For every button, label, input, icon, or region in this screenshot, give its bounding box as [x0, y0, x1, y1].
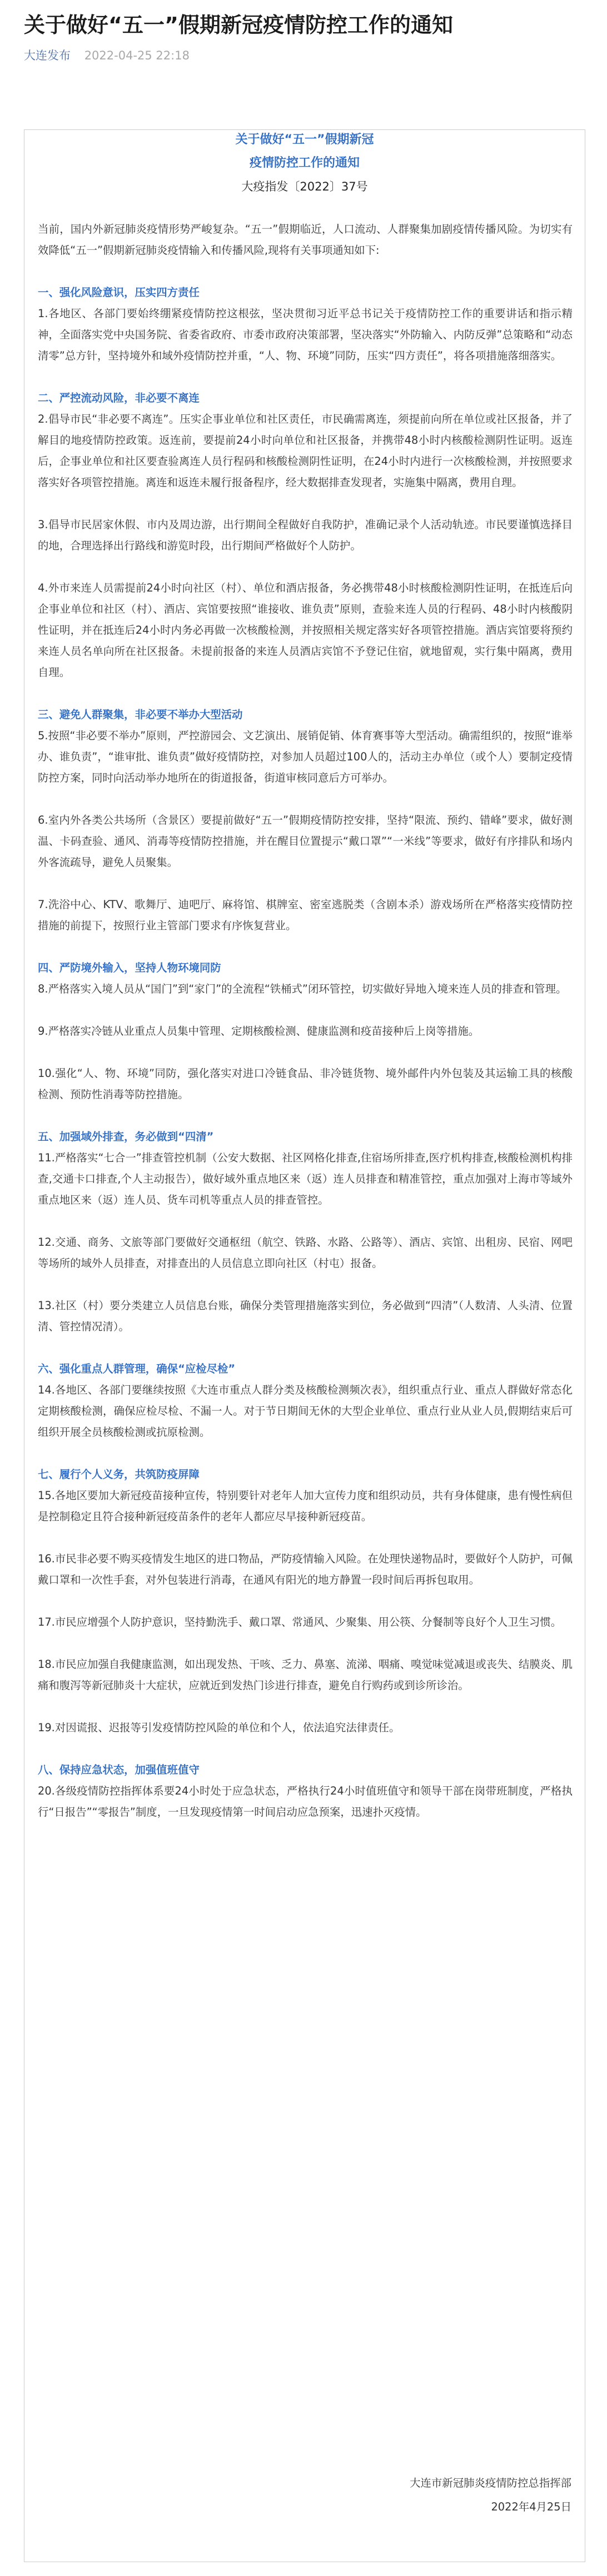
section-1 [38, 282, 573, 367]
paragraph: 8.严格落实入境人员从“国门”到“家门”的全流程“铁桶式”闭环管控，切实做好异地入境来连人员的排查和管理。 [38, 983, 567, 995]
paragraph: 4.外市来连人员需提前24小时向社区（村）、单位和酒店报备，务必携带48小时核酸检测阴性证明，在抵连后向企事业单位和社区（村）、酒店、宾馆要按照“谁接收、谁负责”原则，查验来连人员的行程码、48小时内核酸阴性证明，并在抵连后24小时内务必再做一次核酸检测，并按照相关规定落实好各项管控措施。酒店宾馆要将预约来连人员名单向所在社区报备。未提前报备的来连人员酒店宾馆不予登记住宿，就地留观，实行集中隔离，费用自理。 [38, 582, 573, 679]
section-8 [38, 1760, 573, 1823]
section-3 [38, 704, 573, 936]
notice-title-line2: 疫情防控工作的通知 [249, 156, 360, 170]
notice-container [24, 129, 585, 2562]
section-6 [38, 1359, 573, 1443]
section-2 [38, 388, 573, 683]
paragraph: 17.市民应增强个人防护意识，坚持勤洗手、戴口罩、常通风、少聚集、用公筷、分餐制等良好个人卫生习惯。 [38, 1616, 562, 1628]
intro-paragraph: 当前，国内外新冠肺炎疫情形势严峻复杂。“五一”假期临近，人口流动、人群聚集加剧疫情传播风险。为切实有效降低“五一”假期新冠肺炎疫情输入和传播风险,现将有关事项通知如下: [38, 223, 573, 257]
issue-date: 2022年4月25日 [491, 2500, 571, 2513]
paragraph: 2.倡导市民“非必要不离连”。压实企事业单位和社区责任，市民确需离连，须提前向所在单位或社区报备，并了解目的地疫情防控政策。返连前，要提前24小时向单位和社区报备，并携带48小时内核酸检测阴性证明。返连后，企事业单位和社区要查验离连人员行程码和核酸检测阴性证明，在24小时内进行一次核酸检测，并按照要求落实好各项管控措施。离连和返连未履行报备程序，经大数据排查发现者，实施集中隔离，费用自理。 [38, 413, 573, 489]
section-4 [38, 958, 573, 1105]
paragraph: 3.倡导市民居家休假、市内及周边游，出行期间全程做好自我防护，准确记录个人活动轨迹。市民要谨慎选择目的地，合理选择出行路线和游览时段，出行期间严格做好个人防护。 [38, 518, 573, 552]
paragraph: 10.强化“人、物、环境”同防，强化落实对进口冷链食品、非冷链货物、境外邮件内外包装及其运输工具的核酸检测、预防性消毒等防控措施。 [38, 1067, 573, 1101]
notice-title-line1: 关于做好“五一”假期新冠 [235, 133, 374, 147]
section-heading: 六、强化重点人群管理，确保“应检尽检” [38, 1362, 236, 1375]
article-meta [24, 47, 190, 64]
article-title: 关于做好“五一”假期新冠疫情防控工作的通知 [24, 13, 453, 37]
paragraph: 18.市民应加强自我健康监测，如出现发热、干咳、乏力、鼻塞、流涕、咽痛、嗅觉味觉减退或丧失、结膜炎、肌痛和腹泻等新冠肺炎十大症状，应就近到发热门诊进行排查，避免自行购药或到诊所诊治。 [38, 1658, 573, 1692]
paragraph: 9.严格落实冷链从业重点人员集中管理、定期核酸检测、健康监测和疫苗接种后上岗等措施。 [38, 1025, 480, 1038]
paragraph: 5.按照“非必要不举办”原则，严控游园会、文艺演出、展销促销、体育赛事等大型活动。确需组织的，按照“谁举办、谁负责”，“谁审批、谁负责”做好疫情防控，对参加人员超过100人的，活动主办单位（或个人）要制定疫情防控方案，同时向活动举办地所在的街道报备，街道审核同意后方可举办。 [38, 729, 573, 784]
paragraph: 12.交通、商务、文旅等部门要做好交通枢纽（航空、铁路、水路、公路等）、酒店、宾馆、出租房、民宿、网吧等场所的域外人员排查，对排查出的人员信息立即向社区（村屯）报备。 [38, 1236, 573, 1270]
paragraph: 6.室内外各类公共场所（含景区）要提前做好“五一”假期疫情防控安排，坚持“限流、预约、错峰”要求，做好测温、卡码查验、通风、消毒等疫情防控措施，并在醒目位置提示“戴口罩”“一米线”等要求，做好有序排队和场内外客流疏导，避免人员聚集。 [38, 814, 573, 869]
section-heading: 八、保持应急状态，加强值班值守 [38, 1763, 200, 1776]
paragraph: 20.各级疫情防控指挥体系要24小时处于应急状态，严格执行24小时值班值守和领导干部在岗带班制度，严格执行“日报告”“零报告”制度，一旦发现疫情第一时间启动应急预案，迅速扑灭疫情。 [38, 1785, 573, 1818]
paragraph: 1.各地区、各部门要始终绷紧疫情防控这根弦，坚决贯彻习近平总书记关于疫情防控工作的重要讲话和指示精神，全面落实党中央国务院、省委省政府、市委市政府决策部署，坚决落实“外防输入、内防反弹”总策略和“动态清零”总方针，坚持境外和域外疫情防控并重，“人、物、环境”同防，压实“四方责任”，将各项措施落细落实。 [38, 307, 573, 362]
section-heading: 二、严控流动风险，非必要不离连 [38, 392, 200, 404]
paragraph: 7.洗浴中心、KTV、歌舞厅、迪吧厅、麻将馆、棋牌室、密室逃脱类（含剧本杀）游戏场所在严格落实疫情防控措施的前提下，按照行业主管部门要求有序恢复营业。 [38, 898, 573, 932]
paragraph: 11.严格落实“七合一”排查管控机制（公安大数据、社区网格化排查,住宿场所排查,医疗机构排查,核酸检测机构排查,交通卡口排查,个人主动报告），做好域外重点地区来（返）连人员排查和精准管控，重点加强对上海市等域外重点地区来（返）连人员、货车司机等重点人员的排查管控。 [38, 1151, 573, 1206]
section-heading: 一、强化风险意识，压实四方责任 [38, 286, 200, 299]
section-heading: 七、履行个人义务，共筑防疫屏障 [38, 1468, 200, 1481]
section-7 [38, 1464, 573, 1738]
paragraph: 14.各地区、各部门要继续按照《大连市重点人群分类及核酸检测频次表》，组织重点行业、重点人群做好常态化定期核酸检测，确保应检尽检、不漏一人。对于节日期间无休的大型企业单位、重点行业从业人员,假期结束后可组织开展全员核酸检测或抗原检测。 [38, 1384, 573, 1439]
source-link[interactable]: 大连发布 [24, 49, 71, 62]
paragraph: 16.市民非必要不购买疫情发生地区的进口物品，严防疫情输入风险。在处理快递物品时，要做好个人防护，可佩戴口罩和一次性手套，对外包装进行消毒，在通风有阳光的地方静置一段时间后再拆包取用。 [38, 1552, 573, 1586]
paragraph: 15.各地区要加大新冠疫苗接种宣传，特别要针对老年人加大宣传力度和组织动员，共有身体健康，患有慢性病但是控制稳定且符合接种新冠疫苗条件的老年人都应尽早接种新冠疫苗。 [38, 1489, 573, 1523]
paragraph: 13.社区（村）要分类建立人员信息台账，确保分类管理措施落实到位，务必做到“四清”（人数清、人头清、位置清、管控情况清）。 [38, 1299, 573, 1333]
publish-time: 2022-04-25 22:18 [84, 49, 190, 62]
section-5 [38, 1126, 573, 1337]
issuing-authority: 大连市新冠肺炎疫情防控总指挥部 [410, 2477, 571, 2489]
section-heading: 四、严防境外输入，坚持人物环境同防 [38, 961, 221, 974]
section-heading: 三、避免人群聚集，非必要不举办大型活动 [38, 708, 243, 721]
section-heading: 五、加强域外排查，务必做到“四清” [38, 1130, 214, 1143]
document-number: 大疫指发〔2022〕37号 [241, 180, 368, 193]
paragraph: 19.对因谎报、迟报等引发疫情防控风险的单位和个人，依法追究法律责任。 [38, 1721, 400, 1734]
notice-body [38, 219, 573, 1844]
signature-block [410, 2471, 571, 2519]
